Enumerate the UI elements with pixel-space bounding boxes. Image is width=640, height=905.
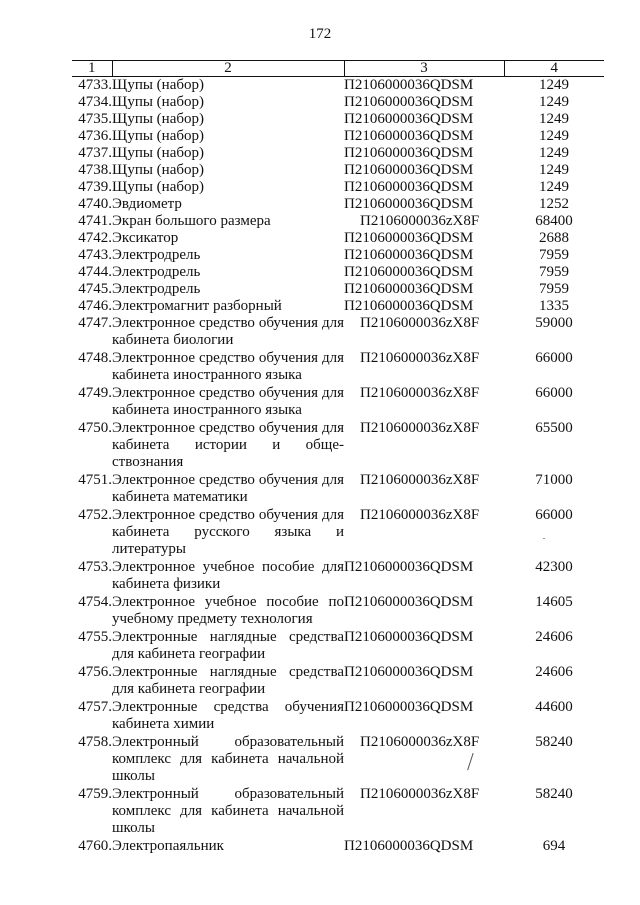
table-row [72, 298, 604, 315]
table-row [72, 162, 604, 179]
table-row [72, 264, 604, 281]
row-number: 4746. [78, 298, 112, 314]
item-price: 24606 [535, 629, 573, 645]
item-price: 1249 [539, 179, 569, 195]
row-number: 4752. [78, 507, 112, 523]
row-number: 4741. [78, 213, 112, 229]
row-number: 4733. [78, 77, 112, 93]
item-code: П2106000036zX8F [360, 350, 480, 366]
item-name: Электродрель [112, 264, 201, 280]
item-price: 1335 [539, 298, 569, 314]
item-code: П2106000036QDSM [344, 264, 474, 280]
item-name: Эксикатор [112, 230, 179, 246]
item-name: Щупы (набор) [112, 128, 204, 144]
item-code: П2106000036QDSM [344, 196, 474, 212]
item-price: 44600 [535, 699, 573, 715]
row-number: 4756. [78, 664, 112, 680]
item-name: Электронный образовательный комплекс для кабинета начальной школы [112, 786, 344, 836]
row-number: 4738. [78, 162, 112, 178]
item-code: П2106000036QDSM [344, 559, 474, 575]
item-name: Электромагнит разборный [112, 298, 282, 314]
item-price: 66000 [535, 385, 573, 401]
item-price: 1249 [539, 77, 569, 93]
item-name: Электронное средство обучения для кабинета иностранного языка [112, 350, 344, 383]
item-name: Электронное средство обучения для кабинета истории и обще-ствознания [112, 420, 344, 470]
table-row [72, 734, 604, 786]
item-name: Щупы (набор) [112, 77, 204, 93]
table-body [72, 77, 604, 856]
column-header-3: 3 [344, 61, 504, 77]
table-row [72, 128, 604, 145]
column-header-1: 1 [72, 61, 112, 77]
row-number: 4735. [78, 111, 112, 127]
item-price: 42300 [535, 559, 573, 575]
table-row [72, 594, 604, 629]
row-number: 4743. [78, 247, 112, 263]
table-row [72, 699, 604, 734]
row-number: 4742. [78, 230, 112, 246]
row-number: 4737. [78, 145, 112, 161]
item-price: 71000 [535, 472, 573, 488]
item-code: П2106000036QDSM [344, 128, 474, 144]
table-row [72, 507, 604, 559]
item-code: П2106000036zX8F [360, 420, 480, 436]
item-code: П2106000036QDSM [344, 77, 474, 93]
table-row [72, 385, 604, 420]
item-name: Электронное средство обучения для кабинета русского языка и литературы [112, 507, 344, 557]
table-row [72, 145, 604, 162]
row-number: 4753. [78, 559, 112, 575]
item-code: П2106000036QDSM [344, 699, 474, 715]
row-number: 4760. [78, 838, 112, 854]
row-number: 4754. [78, 594, 112, 610]
item-price: 7959 [539, 281, 569, 297]
item-price: 66000 [535, 507, 573, 523]
table-row [72, 196, 604, 213]
item-name: Щупы (набор) [112, 94, 204, 110]
item-code: П2106000036QDSM [344, 298, 474, 314]
table-row [72, 230, 604, 247]
item-code: П2106000036QDSM [344, 281, 474, 297]
item-price: 24606 [535, 664, 573, 680]
item-code: П2106000036QDSM [344, 247, 474, 263]
table-row [72, 472, 604, 507]
item-price: 1249 [539, 162, 569, 178]
item-code: П2106000036QDSM [344, 179, 474, 195]
table-row [72, 350, 604, 385]
item-name: Щупы (набор) [112, 111, 204, 127]
item-name: Электронное средство обучения для кабинета биологии [112, 315, 344, 348]
item-code: П2106000036zX8F [360, 734, 480, 750]
item-name: Щупы (набор) [112, 145, 204, 161]
row-number: 4734. [78, 94, 112, 110]
item-price: 65500 [535, 420, 573, 436]
item-code: П2106000036zX8F [360, 315, 480, 331]
item-name: Электродрель [112, 247, 201, 263]
table-row [72, 77, 604, 95]
scan-speck [543, 538, 545, 539]
item-price: 68400 [535, 213, 573, 229]
table-row [72, 179, 604, 196]
item-code: П2106000036QDSM [344, 594, 474, 610]
row-number: 4744. [78, 264, 112, 280]
item-code: П2106000036QDSM [344, 145, 474, 161]
item-name: Щупы (набор) [112, 162, 204, 178]
item-code: П2106000036zX8F [360, 385, 480, 401]
item-price: 2688 [539, 230, 569, 246]
table-row [72, 786, 604, 838]
page-number: 172 [308, 26, 332, 42]
item-name: Экран большого размера [112, 213, 271, 229]
item-price: 66000 [535, 350, 573, 366]
item-code: П2106000036QDSM [344, 629, 474, 645]
item-code: П2106000036QDSM [344, 230, 474, 246]
item-code: П2106000036zX8F [360, 786, 480, 802]
item-price: 694 [542, 838, 566, 854]
item-price: 1249 [539, 111, 569, 127]
table-row [72, 664, 604, 699]
row-number: 4747. [78, 315, 112, 331]
table-row [72, 111, 604, 128]
row-number: 4759. [78, 786, 112, 802]
row-number: 4757. [78, 699, 112, 715]
item-price: 1252 [539, 196, 569, 212]
table-row [72, 420, 604, 472]
row-number: 4749. [78, 385, 112, 401]
item-name: Электронный образовательный комплекс для кабинета начальной школы [112, 734, 344, 784]
row-number: 4739. [78, 179, 112, 195]
item-name: Электронные средства обучения кабинета химии [112, 699, 344, 732]
item-price: 58240 [535, 786, 573, 802]
table-row [72, 213, 604, 230]
row-number: 4740. [78, 196, 112, 212]
item-code: П2106000036QDSM [344, 111, 474, 127]
table-row [72, 247, 604, 264]
table-row [72, 629, 604, 664]
item-name: Электродрель [112, 281, 201, 297]
item-price: 59000 [535, 315, 573, 331]
item-price: 1249 [539, 128, 569, 144]
table-row [72, 838, 604, 855]
item-name: Щупы (набор) [112, 179, 204, 195]
item-code: П2106000036QDSM [344, 664, 474, 680]
item-name: Электронное средство обучения для кабинета математики [112, 472, 344, 505]
row-number: 4736. [78, 128, 112, 144]
table-row [72, 281, 604, 298]
table-header-row [72, 61, 604, 77]
item-price: 1249 [539, 145, 569, 161]
item-price: 7959 [539, 247, 569, 263]
item-code: П2106000036zX8F [360, 472, 480, 488]
table-row [72, 94, 604, 111]
item-code: П2106000036zX8F [360, 507, 480, 523]
row-number: 4748. [78, 350, 112, 366]
column-header-4: 4 [504, 61, 604, 77]
item-name: Электронное учебное пособие по учебному предмету технология [112, 594, 344, 627]
item-code: П2106000036QDSM [344, 94, 474, 110]
item-name: Электронные наглядные средства для кабинета географии [112, 664, 344, 697]
row-number: 4745. [78, 281, 112, 297]
table-row [72, 559, 604, 594]
table-row [72, 315, 604, 350]
item-price: 1249 [539, 94, 569, 110]
item-price: 14605 [535, 594, 573, 610]
item-price: 7959 [539, 264, 569, 280]
row-number: 4758. [78, 734, 112, 750]
item-name: Эвдиометр [112, 196, 182, 212]
column-header-2: 2 [112, 61, 344, 77]
item-code: П2106000036QDSM [344, 162, 474, 178]
row-number: 4755. [78, 629, 112, 645]
item-code: П2106000036QDSM [344, 838, 474, 854]
row-number: 4750. [78, 420, 112, 436]
items-table [72, 60, 604, 855]
item-price: 58240 [535, 734, 573, 750]
item-name: Электропаяльник [112, 838, 224, 854]
item-code: П2106000036zX8F [360, 213, 480, 229]
item-name: Электронные наглядные средства для кабинета географии [112, 629, 344, 662]
row-number: 4751. [78, 472, 112, 488]
item-name: Электронное средство обучения для кабинета иностранного языка [112, 385, 344, 418]
item-name: Электронное учебное пособие для кабинета физики [112, 559, 344, 592]
